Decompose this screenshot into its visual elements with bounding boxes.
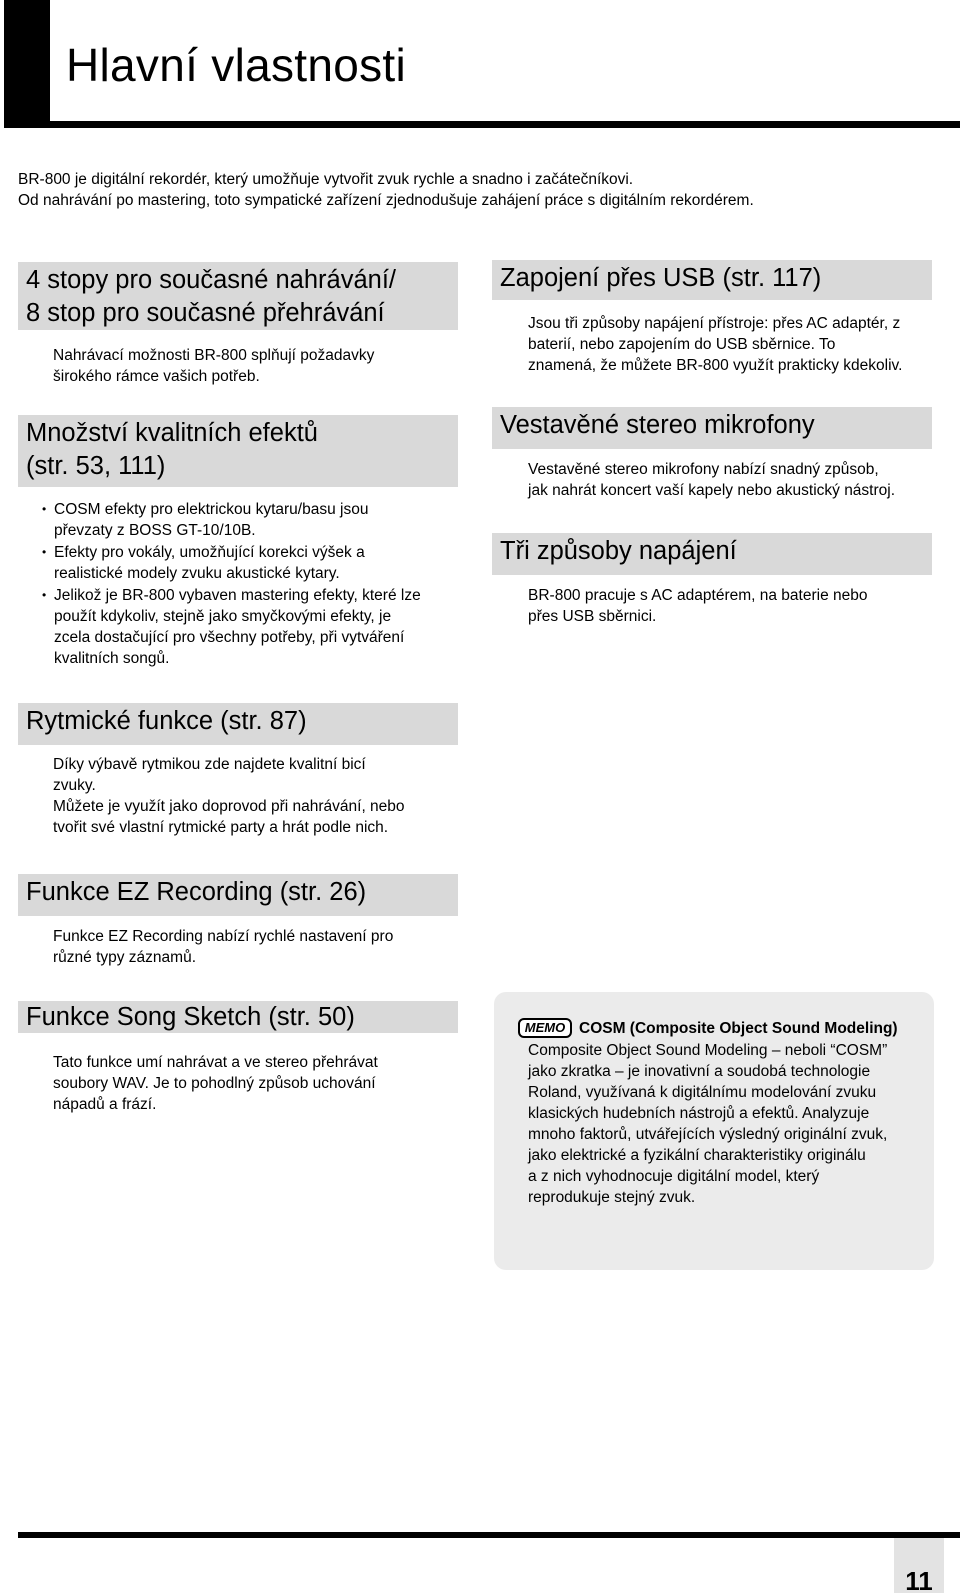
heading-rhythm: Rytmické funkce (str. 87) <box>18 703 458 745</box>
list-item: • COSM efekty pro elektrickou kytaru/basu jsou převzaty z BOSS GT-10/10B. <box>38 499 458 541</box>
page-title: Hlavní vlastnosti <box>66 39 407 91</box>
body-song-sketch: Tato funkce umí nahrávat a ve stereo přehrávat soubory WAV. Je to pohodlný způsob uchování nápadů a frází. <box>53 1054 378 1113</box>
body-usb: Jsou tři způsoby napájení přístroje: přes AC adaptér, z baterií, nebo zapojením do USB sběrnice. To znamená, že můžete BR-800 využít prakticky kdekoliv. <box>528 315 903 374</box>
header-rule <box>50 121 960 128</box>
heading-effects: Množství kvalitních efektů (str. 53, 111) <box>18 415 458 487</box>
footer-rule <box>18 1532 960 1538</box>
body-mics: Vestavěné stereo mikrofony nabízí snadný způsob, jak nahrát koncert vaší kapely nebo akustický nástroj. <box>528 461 896 499</box>
memo-title: COSM (Composite Object Sound Modeling) <box>579 1020 898 1037</box>
list-item: • Efekty pro vokály, umožňující korekci výšek a realistické modely zvuku akustické kytary. <box>38 542 458 584</box>
effects-bullet-list <box>38 499 458 670</box>
heading-mics: Vestavěné stereo mikrofony <box>492 407 932 449</box>
heading-power: Tři způsoby napájení <box>492 533 932 575</box>
list-item: • Jelikož je BR-800 vybaven mastering efekty, které lze použít kdykoliv, stejně jako smyčkovými efekty, je zcela dostačující pro všechny potřeby, při vytváření kvalitních songů. <box>38 585 458 669</box>
body-power: BR-800 pracuje s AC adaptérem, na baterie nebo přes USB sběrnici. <box>528 587 868 625</box>
body-rhythm: Díky výbavě rytmikou zde najdete kvalitní bicí zvuky. Můžete je využít jako doprovod při nahrávání, nebo tvořit své vlastní rytmické party a hrát podle nich. <box>53 756 405 836</box>
header-black-block <box>4 0 50 128</box>
heading-ez-recording: Funkce EZ Recording (str. 26) <box>18 874 458 916</box>
page-number: 11 <box>905 1566 933 1596</box>
heading-usb: Zapojení přes USB (str. 117) <box>492 260 932 300</box>
memo-body: Composite Object Sound Modeling – neboli “COSM” jako zkratka – je inovativní a soudobá technologie Roland, využívaná k digitálnímu modelování zvuku klasických hudebních nástrojů a efektů. Analyzuje mnoho faktorů, utvářejících výsledný originální zvuk, jako elektrické a fyzikální charakteristiky originálu a z nich vyhodnocuje digitální model, který reprodukuje stejný zvuk. <box>528 1042 888 1206</box>
body-ez-recording: Funkce EZ Recording nabízí rychlé nastavení pro různé typy záznamů. <box>53 928 394 966</box>
heading-song-sketch: Funkce Song Sketch (str. 50) <box>18 1001 458 1033</box>
heading-tracks: 4 stopy pro současné nahrávání/ 8 stop pro současné přehrávání <box>18 262 458 330</box>
body-tracks: Nahrávací možnosti BR-800 splňují požadavky širokého rámce vašich potřeb. <box>53 347 375 385</box>
intro-text: BR-800 je digitální rekordér, který umožňuje vytvořit zvuk rychle a snadno i začátečníkovi. Od nahrávání po mastering, toto sympatické zařízení zjednodušuje zahájení práce s digitálním rekordérem. <box>18 171 754 209</box>
memo-icon: MEMO <box>518 1018 572 1038</box>
